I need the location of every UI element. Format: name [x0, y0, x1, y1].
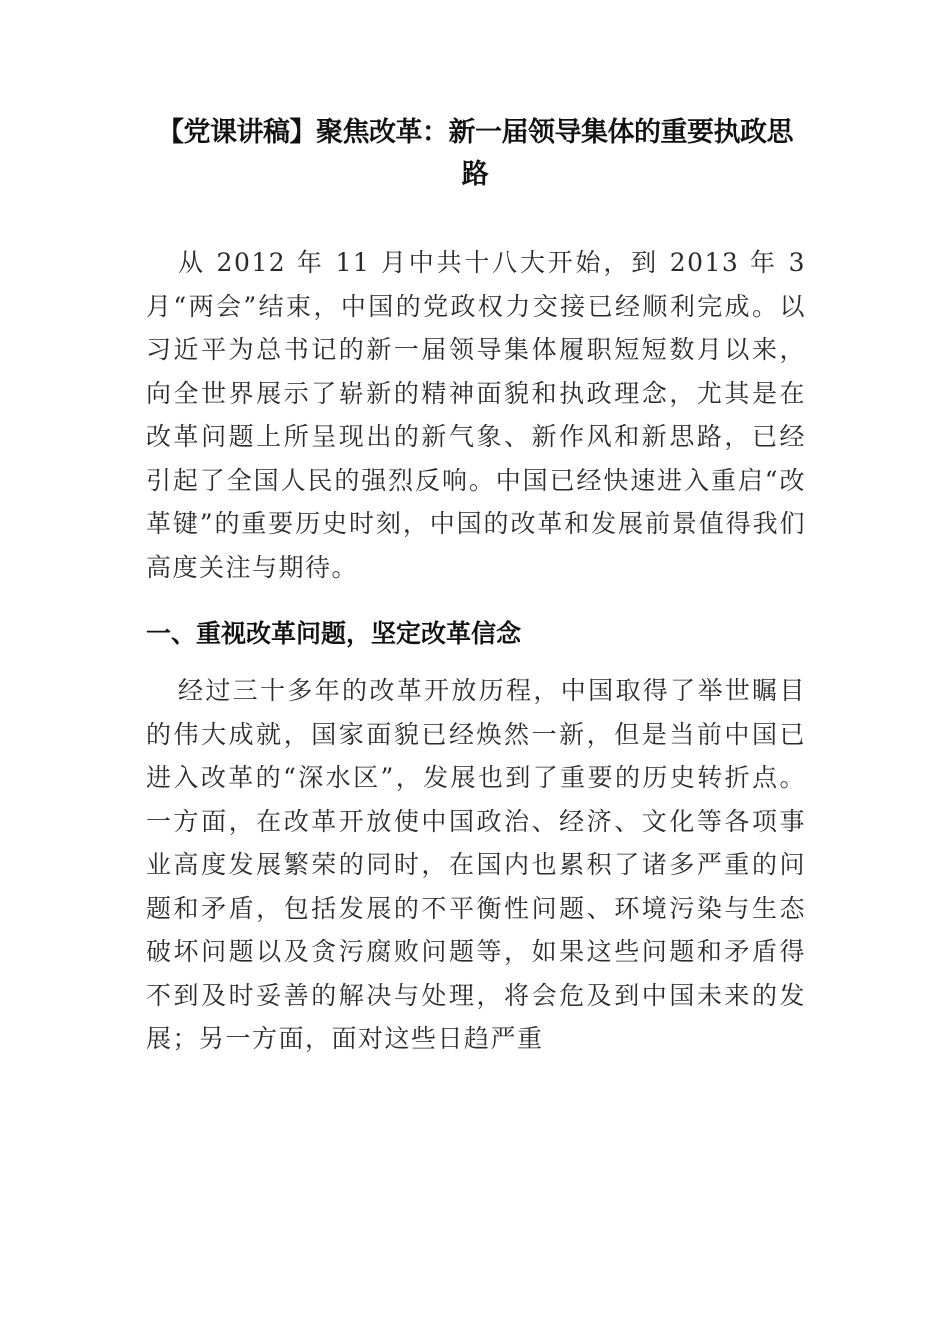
section-paragraph: 经过三十多年的改革开放历程，中国取得了举世瞩目的伟大成就，国家面貌已经焕然一新，但是当前中国已进入改革的“深水区”，发展也到了重要的历史转折点。一方面，在改革开放使中国政治、经济、文化等各项事业高度发展繁荣的同时，在国内也累积了诸多严重的问题和矛盾，包括发展的不平衡性问题、环境污染与生态破坏问题以及贪污腐败问题等，如果这些问题和矛盾得不到及时妥善的解决与处理，将会危及到中国未来的发展；另一方面，面对这些日趋严重 — [146, 676, 806, 1053]
section-heading: 一、重视改革问题，坚定改革信念 — [146, 619, 522, 648]
document-title: 【党课讲稿】聚焦改革：新一届领导集体的重要执政思路 — [157, 117, 793, 190]
intro-paragraph: 从 2012 年 11 月中共十八大开始，到 2013 年 3 月“两会”结束，中国的党政权力交接已经顺利完成。以习近平为总书记的新一届领导集体履职短短数月以来，向全世界展示了崭新的精神面貌和执政理念，尤其是在改革问题上所呈现出的新气象、新作风和新思路，已经引起了全国人民的强烈反响。中国已经快速进入重启“改革键”的重要历史时刻，中国的改革和发展前景值得我们高度关注与期待。 — [146, 248, 806, 582]
